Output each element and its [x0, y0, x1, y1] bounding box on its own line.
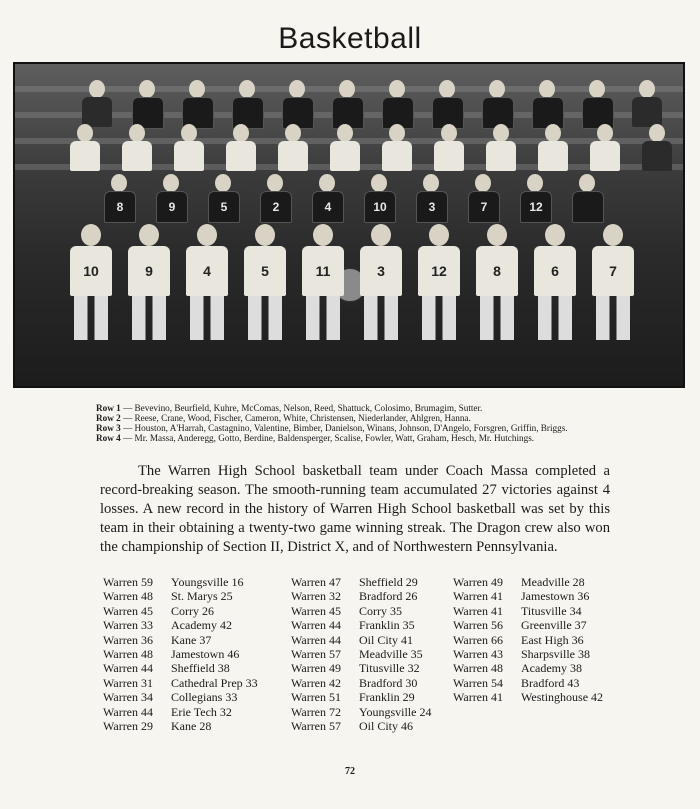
opponent-score: Meadville 28: [521, 575, 585, 589]
opponent-score: Jamestown 46: [171, 647, 240, 662]
player-legs: [480, 296, 514, 340]
jersey-number: [382, 141, 412, 171]
row-names: — Houston, A'Harrah, Castagnino, Valentine, Bimber, Danielson, Winans, Johnson, D'Angelo, Forsgren, Griffin, Briggs.: [120, 423, 568, 433]
score-row: [103, 575, 258, 589]
opponent-score: Kane 28: [171, 719, 212, 734]
opponent-score: Oil City 41: [359, 632, 414, 647]
player-head: [129, 124, 145, 142]
jersey-number: [70, 141, 100, 171]
warren-score: Warren 34: [103, 690, 154, 705]
player-head: [189, 80, 205, 98]
player-head: [649, 124, 665, 142]
player-figure: [414, 224, 464, 344]
warren-score: Warren 45: [103, 603, 154, 618]
player-figure: [630, 80, 664, 126]
score-row: [291, 719, 431, 733]
player-figure: [580, 80, 614, 126]
opponent-score: Franklin 35: [359, 618, 415, 633]
warren-score: Warren 47: [291, 575, 342, 589]
player-head: [77, 124, 93, 142]
player-figure: [328, 124, 362, 170]
player-head: [267, 174, 283, 192]
score-row: [103, 589, 258, 603]
opponent-score: Jamestown 36: [521, 589, 590, 604]
player-legs: [132, 296, 166, 340]
player-figure: [640, 124, 674, 170]
caption-row-4: [96, 433, 636, 443]
opponent-score: Collegians 33: [171, 690, 238, 705]
player-legs: [74, 296, 108, 340]
jersey-number: 5: [208, 191, 240, 223]
opponent-score: Corry 35: [359, 603, 402, 618]
player-figure: [154, 174, 188, 220]
warren-score: Warren 56: [453, 618, 504, 633]
jersey-number: 10: [364, 191, 396, 223]
player-figure: [330, 80, 364, 126]
opponent-score: Sheffield 38: [171, 661, 230, 676]
player-figure: [472, 224, 522, 344]
score-row: [103, 633, 258, 647]
jersey-number: [642, 141, 672, 171]
player-figure: [298, 224, 348, 344]
player-figure: [102, 174, 136, 220]
player-head: [239, 80, 255, 98]
player-head: [597, 124, 613, 142]
opponent-score: Academy 38: [521, 661, 582, 676]
player-head: [233, 124, 249, 142]
row-label: Row 3: [96, 423, 121, 433]
opponent-score: Bradford 30: [359, 675, 418, 690]
warren-score: Warren 31: [103, 675, 154, 690]
warren-score: Warren 51: [291, 690, 342, 705]
player-legs: [190, 296, 224, 340]
player-legs: [538, 296, 572, 340]
jersey-number: [632, 97, 662, 127]
player-head: [389, 80, 405, 98]
player-figure: [530, 80, 564, 126]
player-figure: [430, 80, 464, 126]
player-figure: [356, 224, 406, 344]
score-row: [291, 647, 431, 661]
jersey-number: [434, 141, 464, 171]
opponent-score: St. Marys 25: [171, 589, 233, 604]
warren-score: Warren 33: [103, 618, 154, 633]
opponent-score: Corry 26: [171, 603, 214, 618]
jersey-number: [82, 97, 112, 127]
player-figure: [206, 174, 240, 220]
row-label: Row 1: [96, 403, 121, 413]
score-row: [453, 676, 603, 690]
warren-score: Warren 49: [453, 575, 504, 589]
jersey-number: [486, 141, 516, 171]
jersey-number: 3: [360, 246, 402, 296]
score-row: [291, 633, 431, 647]
warren-score: Warren 48: [453, 661, 504, 676]
score-row: [103, 647, 258, 661]
score-row: [103, 719, 258, 733]
opponent-score: Youngsville 16: [171, 575, 244, 589]
jersey-number: 5: [244, 246, 286, 296]
opponent-score: Westinghouse 42: [521, 690, 604, 705]
opponent-score: Titusville 34: [521, 603, 582, 618]
jersey-number: 8: [104, 191, 136, 223]
player-figure: [518, 174, 552, 220]
player-figure: [276, 124, 310, 170]
player-figure: [310, 174, 344, 220]
warren-score: Warren 44: [103, 661, 154, 676]
score-row: [453, 690, 603, 704]
row-label: Row 4: [96, 433, 121, 443]
jersey-number: 7: [468, 191, 500, 223]
player-head: [423, 174, 439, 192]
player-head: [163, 174, 179, 192]
player-figure: [172, 124, 206, 170]
player-figure: [466, 174, 500, 220]
player-head: [285, 124, 301, 142]
jersey-number: 8: [476, 246, 518, 296]
scores-column: [103, 575, 258, 733]
score-row: [453, 589, 603, 603]
player-figure: [588, 224, 638, 344]
player-head: [371, 224, 391, 246]
player-figure: [588, 124, 622, 170]
row-names: — Reese, Crane, Wood, Fischer, Cameron, White, Christensen, Niederlander, Ahlgren, Hanna.: [120, 413, 471, 423]
season-summary: The Warren High School basketball team under Coach Massa completed a record-breaking season. The smooth-running team accumulated 27 victories against 4 losses. A new record in the history of Warren High School basketball was set by this team in their obtaining a twenty-two game winning streak. The Dragon crew also won the championship of Section II, District X, and of Northwestern Pennsylvania.: [100, 463, 610, 555]
player-figure: [480, 80, 514, 126]
score-row: [453, 604, 603, 618]
caption-row-3: [96, 423, 636, 433]
jersey-number: [226, 141, 256, 171]
player-head: [181, 124, 197, 142]
warren-score: Warren 48: [103, 589, 154, 604]
player-legs: [364, 296, 398, 340]
player-figure: [380, 124, 414, 170]
warren-score: Warren 48: [103, 647, 154, 662]
player-figure: [414, 174, 448, 220]
opponent-score: Franklin 29: [359, 690, 415, 705]
jersey-number: 10: [70, 246, 112, 296]
row-label: Row 2: [96, 413, 121, 423]
opponent-score: Sharpsville 38: [521, 647, 590, 662]
jersey-number: [572, 191, 604, 223]
player-head: [603, 224, 623, 246]
row-names: — Bevevino, Beurfield, Kuhre, McComas, Nelson, Reed, Shattuck, Colosimo, Brumagim, Sutter.: [120, 403, 483, 413]
opponent-score: Titusville 32: [359, 661, 420, 676]
warren-score: Warren 43: [453, 647, 504, 662]
warren-score: Warren 57: [291, 719, 342, 734]
caption-row-2: [96, 413, 636, 423]
player-figure: [484, 124, 518, 170]
player-figure: [120, 124, 154, 170]
jersey-number: [174, 141, 204, 171]
jersey-number: 4: [312, 191, 344, 223]
player-head: [339, 80, 355, 98]
player-figure: [432, 124, 466, 170]
score-row: [103, 676, 258, 690]
opponent-score: Greenville 37: [521, 618, 587, 633]
player-figure: [68, 124, 102, 170]
score-row: [453, 618, 603, 632]
player-head: [441, 124, 457, 142]
row-names: — Mr. Massa, Anderegg, Gotto, Berdine, Baldensperger, Scalise, Fowler, Watt, Graham, Hesch, Mr. Hutchings.: [120, 433, 535, 443]
player-head: [111, 174, 127, 192]
warren-score: Warren 66: [453, 632, 504, 647]
player-figure: [180, 80, 214, 126]
score-row: [291, 690, 431, 704]
jersey-number: 7: [592, 246, 634, 296]
warren-score: Warren 44: [103, 704, 154, 719]
warren-score: Warren 32: [291, 589, 342, 604]
warren-score: Warren 36: [103, 632, 154, 647]
player-head: [319, 174, 335, 192]
player-figure: [380, 80, 414, 126]
player-figure: [240, 224, 290, 344]
warren-score: Warren 44: [291, 618, 342, 633]
player-head: [389, 124, 405, 142]
photo-caption: [96, 403, 636, 443]
warren-score: Warren 42: [291, 675, 342, 690]
warren-score: Warren 29: [103, 719, 154, 734]
player-head: [313, 224, 333, 246]
player-head: [487, 224, 507, 246]
warren-score: Warren 41: [453, 690, 504, 705]
warren-score: Warren 45: [291, 603, 342, 618]
score-row: [291, 705, 431, 719]
player-figure: [362, 174, 396, 220]
opponent-score: East High 36: [521, 632, 584, 647]
player-legs: [248, 296, 282, 340]
opponent-score: Youngsville 24: [359, 704, 432, 719]
player-head: [429, 224, 449, 246]
score-row: [291, 575, 431, 589]
player-figure: [182, 224, 232, 344]
warren-score: Warren 54: [453, 675, 504, 690]
player-figure: [80, 80, 114, 126]
score-row: [291, 661, 431, 675]
opponent-score: Oil City 46: [359, 719, 414, 734]
player-figure: [66, 224, 116, 344]
jersey-number: [538, 141, 568, 171]
player-legs: [306, 296, 340, 340]
player-head: [545, 224, 565, 246]
player-head: [475, 174, 491, 192]
score-row: [291, 676, 431, 690]
page-number: 72: [345, 766, 355, 777]
player-head: [81, 224, 101, 246]
jersey-number: 2: [260, 191, 292, 223]
jersey-number: 9: [128, 246, 170, 296]
player-head: [89, 80, 105, 98]
jersey-number: 11: [302, 246, 344, 296]
score-row: [291, 589, 431, 603]
warren-score: Warren 41: [453, 603, 504, 618]
jersey-number: [278, 141, 308, 171]
player-head: [489, 80, 505, 98]
opponent-score: Cathedral Prep 33: [171, 675, 258, 690]
opponent-score: Kane 37: [171, 632, 212, 647]
player-head: [545, 124, 561, 142]
opponent-score: Erie Tech 32: [171, 704, 232, 719]
player-head: [579, 174, 595, 192]
player-head: [527, 174, 543, 192]
player-head: [139, 80, 155, 98]
player-head: [197, 224, 217, 246]
player-figure: [124, 224, 174, 344]
score-row: [103, 604, 258, 618]
caption-row-1: [96, 403, 636, 413]
jersey-number: [590, 141, 620, 171]
jersey-number: 4: [186, 246, 228, 296]
opponent-score: Meadville 35: [359, 647, 423, 662]
player-figure: [530, 224, 580, 344]
warren-score: Warren 41: [453, 589, 504, 604]
jersey-number: 12: [520, 191, 552, 223]
warren-score: Warren 57: [291, 647, 342, 662]
score-row: [453, 647, 603, 661]
scores-column: [453, 575, 603, 705]
score-row: [291, 604, 431, 618]
jersey-number: 12: [418, 246, 460, 296]
score-row: [103, 690, 258, 704]
player-legs: [422, 296, 456, 340]
score-row: [453, 575, 603, 589]
jersey-number: [330, 141, 360, 171]
player-figure: [280, 80, 314, 126]
opponent-score: Sheffield 29: [359, 575, 418, 589]
player-figure: [130, 80, 164, 126]
warren-score: Warren 59: [103, 575, 154, 589]
player-head: [639, 80, 655, 98]
jersey-number: 9: [156, 191, 188, 223]
page-title: Basketball: [278, 22, 422, 55]
player-head: [589, 80, 605, 98]
player-head: [439, 80, 455, 98]
warren-score: Warren 44: [291, 632, 342, 647]
team-photo: [13, 62, 685, 388]
player-head: [215, 174, 231, 192]
player-figure: [224, 124, 258, 170]
warren-score: Warren 49: [291, 661, 342, 676]
warren-score: Warren 72: [291, 704, 342, 719]
score-row: [103, 705, 258, 719]
player-legs: [596, 296, 630, 340]
player-figure: [536, 124, 570, 170]
jersey-number: 3: [416, 191, 448, 223]
scores-column: [291, 575, 431, 733]
player-head: [289, 80, 305, 98]
opponent-score: Academy 42: [171, 618, 232, 633]
score-row: [103, 661, 258, 675]
player-head: [337, 124, 353, 142]
opponent-score: Bradford 26: [359, 589, 418, 604]
player-head: [139, 224, 159, 246]
score-row: [103, 618, 258, 632]
score-row: [453, 633, 603, 647]
player-figure: [570, 174, 604, 220]
score-row: [453, 661, 603, 675]
jersey-number: 6: [534, 246, 576, 296]
player-figure: [258, 174, 292, 220]
score-row: [291, 618, 431, 632]
player-head: [539, 80, 555, 98]
player-head: [255, 224, 275, 246]
opponent-score: Bradford 43: [521, 675, 580, 690]
jersey-number: [122, 141, 152, 171]
player-figure: [230, 80, 264, 126]
player-head: [371, 174, 387, 192]
player-head: [493, 124, 509, 142]
